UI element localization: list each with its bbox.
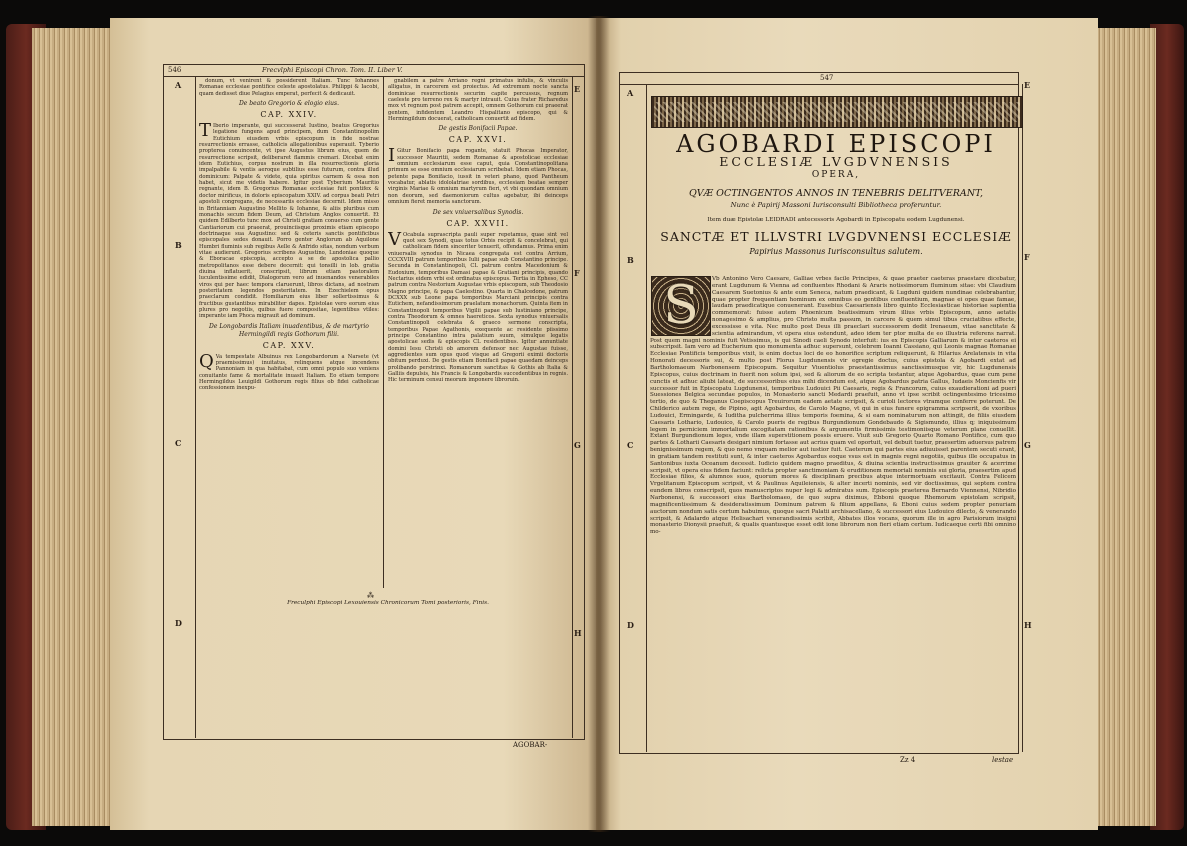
col1-intro: donum, vt venirent & possiderent Italiam. Tunc Iohannes Romanae ecclesiae pontifice celeste apostolatus. Philippi & Iacobi, quam dedisset diue Pelagius emperat, perfecit & dedicauit. <box>199 78 379 97</box>
col2-heading-bonifacius: De gestis Bonifacii Papae. <box>438 125 518 133</box>
gutter-letter-h: H <box>574 628 582 638</box>
left-end-note: Freculphi Episcopi Lexouiensis Chronicorum Tomi posterioris, Finis. <box>287 600 489 606</box>
drop-cap-i: I <box>388 145 396 167</box>
col1-chapter-25: CAP. XXV. <box>262 340 316 350</box>
dedication-heading: SANCTÆ ET ILLVSTRI LVGDVNENSI ECCLESIÆ <box>660 229 1012 244</box>
left-catchword: AGOBAR- <box>513 741 548 749</box>
right-margin-letter-c: C <box>627 440 634 450</box>
outer-letter-e: E <box>1024 80 1031 90</box>
gutter-letter-e: E <box>574 84 581 94</box>
left-page-number: 546 <box>168 66 182 74</box>
col1-text-25: Va tempestate Albuinus rex Longobardorum a Narsete (vt praemissimus) inuitatus, relinquens atque incendens Pannoniam in qua habitabat, cum omni populo suo veniens conuitante fame & mortalitate inuasit Italiam. Eo etiam tempore Hermingildus Leuigildi Gothorum regis filius ob fidei catholicae confessionem inexpu- <box>199 353 379 392</box>
drop-cap-t: T <box>199 120 212 142</box>
right-margin-letter-b: B <box>627 255 634 265</box>
col2-heading-synodi: De sex vniuersalibus Synodis. <box>432 208 524 216</box>
headpiece-ornament <box>651 96 1023 128</box>
margin-letter-b: B <box>175 240 182 250</box>
col1-chapter-24: CAP. XXIV. <box>260 110 318 120</box>
col2-text-27: Ocabula suprascripta pauli super repetamus, quae sint vel quot sex Synodi, quas totus Orbis recipit & concelebrat, qui catholicam fidem sinceriter tenuerit, offendamus. Prima enim vniuersalis synodus in Nicaea congregata est contra Arrium, CCCXVIII patrum temporibus Iulii papae sub Constantino principe. Secunda in Constantinopoli, CL patrum contra Macedonium & Eudoxium, temporibus Damasi papae & Gratiani principis, quando Nectarius eidem vrbi est ordinatus episcopus. Tertia in Epheso, CC patrum contra Nestorium Augustae vrbis episcopum, sub Theodosio Magno principe, & papa Caelestino. Quarta in Chalcedone, patrum DCXXX sub Leone papa temporibus Marciani principis contra Eutichem, nefandissimorum praelatum monachorum. Quinta item in Constantinopoli temporibus Vigilii papae sub Iustiniano principe, contra Theodorum & omnes haereticos. Sexta synodus vniuersalis Constantinopoli celebrata & graeco sermone conscripta, temporibus Papae Agathonis, exequente ac residente piissimo principe Constantino intra palatium suum, simulque legatis apostolicae sedis & episcopis CL residentibus. Igitur annuntiate domini Iesu Christi ob amorem defensor nec Augustae fuisse, aggredientes sum opus quod visque ad Gregorii eximii doctoris obitum perduxi. De gestis etiam Bonifacii papae quaedam deinceps prolibando perstrinxi. Romanorum sanctitas & Gothis ab Italia & Galliis depulsis, his Francis & Longobardis succedentibus in regnis. Hic terminum censui meorum imponere libroruin. <box>388 231 568 384</box>
title-agobardi: AGOBARDI EPISCOPI <box>676 130 996 158</box>
col1-text-24: Iberio imperante, qui successerat Iustino, beatus Gregorius legatione fungens apud principem, dum Constantinopolim Eutichium eiusdem vrbis episcopum in fide nostrae resurrectionis errasse, catholicis allegationibus superauit. Tyberio propterea conuincente, vt ipse Augustus librum eius, quem de resurrectione scripsit, deliberaret flammis cremari. Dicebat enim idem Eutichius, corpus nostrum in illa resurrectionis gloria impalpabile & ventis aeroque subtilius esse futurum, contra illud dominicum: Palpate & videte, quia spiritus carnem & ossa non habet, sicut me videtis habere. Igitur post Tyberium Mauritio regnante, idem B. Gregorius Romanae ecclesiae fuit pontifex & doctor mirificus, in doloris episcopatum XXIV. ad corpus beati Petri apostoli congregans, de necessariis ecclesiae decernit. Idem misso in Britanniam Augustino Mellito & Iohanne, & aliis pluribus cum monachis secum fidem Deum, ad Christum Anglos conuertit. Et quidem Edilberto tunc mox ad Christi gratiam conuerso cum gente Cantiariorum cui praeerat, prouinciisque proximis etiam episcopo doctrinaque sua Augustino: sed & ceteris sanctis pontificibus episcopales sedes donauit. Porro genter Anglorum ab Aquilone Humbri fluminis sub regibus Aelle & Anfrido sitas, nondum verbum vitae audierunt. Gregorius scribens Augustino, Lundoniae quoque & Eboracae episcopia, accepto a se de apostolica pallio metropolitanos esse debere decernit: qui tonsilli in lob. gratia diuina inflatuerit, conscripsit, librum etiam pastoralem luculentissime edidit, Dialogorum vero ad inuenandos venerabiles viros qui per haec tempora claruerunt, libros dictans, ad nostram posteritatem legendos posteritatem. In Ezechielem opus praeclarum condidit. Homiliarum eius liber sollertissimus & fructibus gustantibus mirabiliter dapes. Epistolae vero eorum eius plures pro negotiis, quibus fuere compositae, legentibus vtiles: imperante iam Phoca migrauit ad dominum. <box>199 123 379 320</box>
left-column-rule <box>383 77 384 588</box>
left-column-2 <box>388 78 568 588</box>
dedication-salutem: Papirius Massonus Iurisconsultus salutem. <box>749 247 923 256</box>
subtitle-massoni: Nunc è Papirij Massoni Iurisconsulti Bibliotheca proferuntur. <box>730 201 942 209</box>
right-catchword: lestae <box>992 756 1014 764</box>
right-body-text <box>650 276 1016 746</box>
right-page-edges <box>1092 28 1156 826</box>
col1-heading-gregorius: De beato Gregorio & elogio eius. <box>238 100 340 108</box>
right-page-number: 547 <box>820 74 834 82</box>
col2-text-26: Gitur Bonifacio papa rogante, statuit Phocas Imperator, successor Mauritii, sedem Romanae & apostolicae ecclesiae omnium ecclesiarum esse caput, quia Constantinopolitana primum se esse omnium ecclesiarum scribebat. Idem etiam Phocas, petente papa Bonifacio, iussit in veteri phano, quod Pantheum vocabatur, ablatis idololatriae sordibus, ecclesiam beatae semper virginis Mariae & omnium martyrum fieri, vt vbi quondam omnium non deorum, sed daemoniorum cultus agebatur, ibi deinceps omnium fieret memoria sanctorum. <box>388 148 568 206</box>
right-margin-letter-d: D <box>627 620 634 630</box>
title-opera: OPERA, <box>811 170 861 180</box>
left-head-rule <box>163 76 584 77</box>
signature-mark: Zz 4 <box>900 756 916 764</box>
book-gutter <box>588 16 610 832</box>
subtitle-leidradi: Item duæ Epistolæ LEIDRADI antecessoris Agobardi in Episcopatu eodem Lugdunensi. <box>707 217 965 223</box>
col2-intro: gnabilem a patre Arriano regni primatus infulis, & vinculis alligatus, in carcerem est proiectus. Ad extremum nocte sancta dominicae resurrectionis securim capite percussus, regnum caeleste pro terreno rex & martyr intrauit. Cuius frater Richaredus mox vt regnum post patrem accepit, omnem Gothorum cui praeerat gentem, infidentem Leandro Hispalitano episcopo, qui & Hermingildum docuerat, catholicam conuertit ad fidem. <box>388 78 568 123</box>
margin-letter-d: D <box>175 618 182 628</box>
drop-cap-v: V <box>388 228 401 250</box>
initial-spacer <box>650 276 712 336</box>
subtitle-octingentos: QVÆ OCTINGENTOS ANNOS IN TENEBRIS DELITVERANT, <box>689 188 983 199</box>
right-margin-letter-a: A <box>627 88 634 98</box>
outer-letter-f: F <box>1024 252 1030 262</box>
gutter-letter-f: F <box>574 268 580 278</box>
col1-heading-longobardi: De Longobardis Italiam inuadentibus, & de martyrio Hermingildi regis Gothorum filii. <box>209 322 369 338</box>
right-head-rule <box>619 84 1018 85</box>
fleuron: ⁂ <box>367 592 374 600</box>
title-ecclesiae: ECCLESIÆ LVGDVNENSIS <box>719 154 953 169</box>
outer-letter-h: H <box>1024 620 1032 630</box>
outer-letter-g: G <box>1024 440 1031 450</box>
left-column-1 <box>199 78 379 584</box>
right-body-paragraph: Vb Antonino Vero Caesare, Galliae vrbes facile Principes, & quae praeter caeteras praestare dicebatur, erant Lugdunum & Vienna ad confluentes Rhodani & Araris notissimorum fluminum sitae: vbi Claudium Caesarem Suetonius & ante eum Seneca, natum praedicant, & Lugduni quidem nundinae celebrabantur, quae propter frequentiam hominum ex omnibus eo gentibus confluentium, magnae ei opes quae famae, laudam praedicatique conuenerant. Eusebius Caesariensis libro quinto Ecclesiasticae historiae sapientia commemorat: fuisse autem Phoenicum beatissimum virum illius vrbis Episcopum, anno aetatis nonagesimo & amplius, pro Christo multa passum, in carcere & quem simul tibus cruciatibus effecte, excessisse e vita. Nec multo post Deus illi praeclari successorem dedit Irenaeum, vitae sanctitate & scientia admirandum, vt opera eius ostendunt, adeo idem ter ptor multa de eo illustria referens narrat. Post quem magni nominis fuit Vetissimus, is qui Sinodi caeli Synodo interfuit: ius ex Episcopis Galliarum & inter caeteros ei subscripsit. Iam vero ad Eucherium quo monumenta adhuc supersunt, celebrem Ioanni Cassiano, qui Leonis magnae Romanae Ecclesiae Pontificis temporibus vixit, is enim doctus loci de eo honorifice scriptum reliquerunt, & Hilarius Arelatensis in vita Honorati decessoris sui, & multo post Florus Lugdunensis vir egregie doctus, cuius epistola & Agobardi extat ad Bartholomaeum Narbonensem Episcopum. Sequitur Viuentiolus praestantissimus sanctissimusque vir, hic Lugdunensis Episcopus, cuius doctrinam in fuerit non solum ipsi, sed & aliorum de eo scripta testantur, atque Agobardus, quae cum pene cunctis et adhuc aliubi lateat, de successoribus eius mihi dicendum est, atque Agobardus patria Gallus, Iudaeis Moncienfis vir successor fuit in Episcopatu Lugdunensi, temporibus Ludouici Pii Caesaris, regis & Francorum, cuius exaudierationi ad pueri Suessiones Belgica secundae populos, in Monasterio sancti Medardi praefuit, anno vt ipse scribit octingentesimo tricesimo tertio, de quo & Theganus Coepiscopus Treuirorum eadem aetate scripsit, & curioli lectores vtramque conferre poterunt. De Childerico autem rege, de Pipino, agit Agobardus, de Carolo Magno, vt qui in eius funere epigramma scripserit, de vxoribus Ludouici, Ermingarde, & Iuditha pulcherrima illius temporis foemina, & si eam nominaturum non attingit, de filiis eiusdem Caesaris Lothario, Ludouico, & Carolo pueris de regibus Burgundionum Gondebaudo & Sigismundo, illius q; iniquissimum legem in perniciem immortalium excogitatam rationibus & argumentis firmissimis testimoniisque veterum plane conuellit. Extant Burgundionum leges, vnde illam superstitionem possis eruere. Viuit sub Gregorio Quarto Romano Pontifice, cum quo partes & Lotharii Caesaris desigari nimium fortasse aut acrius quam vel oportuit, vel debuit tuetur, praesertim aduersus patrem benignissimum regem, & quo nemo vnquam melior aut iustior fuit. Caeterum qui partes eius adiuuisset parentem secuti erant, in gratiam tandem restituti sunt, & inter caeteros Agobardus eoque vsus est in magnis regni negotiis, quibus ille occupatus in Santonibus iuxta Oceanum decessit. Iudicio quidem magno praeditus, & diuina scientia instructissimus grauiter & acerrime scripsit, vt opera eius fidem faciunt: relicta propter sanctimoniam & eruditionem memoriali nominis sui gloria, praesertim apud Ecclesiae filios, & alumnos suos, quorum mores & disciplinam precibus atque intermortuam excitauit. Contra Felicem Vrgelitanum Episcopum scripsit, vt & Paulinus Aquileiensis, & alter incerti nominis, sed vir doctissimus, qui septem contra eundem libros conscripsit, quos manuscriptos nuper legi & admiratus sum. Episcopis praeterea Bernardo Viennensi, Nibridio Narbonensi, & successori eius Bartholomaeo, de quo supra diximus, Ebboni quoque Rhemorum epistolam scripsit, magnificentissimum & desideratissimum Dominum patrem & filium appellans, & Eboni cuius sedem propter penuriam auctorum nondum satis certum habuimus, quoque sacri Palatii archisacellano, & successori eius Ludouico dilecto, & venerando scripsit, & Adalardo atque Helisachari venerandissimis scribit, Abbates illos vocans, quorum ille in agro Parisiorum insigni monasterio Dionysii praefuit, & qualis quantusque esset edit ione librorum non fieri etiam certum. Iudicaeque certi fibi omnino mo- <box>650 276 1016 536</box>
drop-cap-q: Q <box>199 350 214 372</box>
margin-letter-a: A <box>175 80 182 90</box>
left-running-head: Frecvlphi Episcopi Chron. Tom. II. Liber V. <box>262 66 403 74</box>
gutter-letter-g: G <box>574 440 581 450</box>
col2-chapter-27: CAP. XXVII. <box>446 218 510 228</box>
col2-chapter-26: CAP. XXVI. <box>448 135 508 145</box>
margin-letter-c: C <box>175 438 182 448</box>
left-page-edges <box>32 28 116 826</box>
initial-letter: S <box>663 276 699 336</box>
